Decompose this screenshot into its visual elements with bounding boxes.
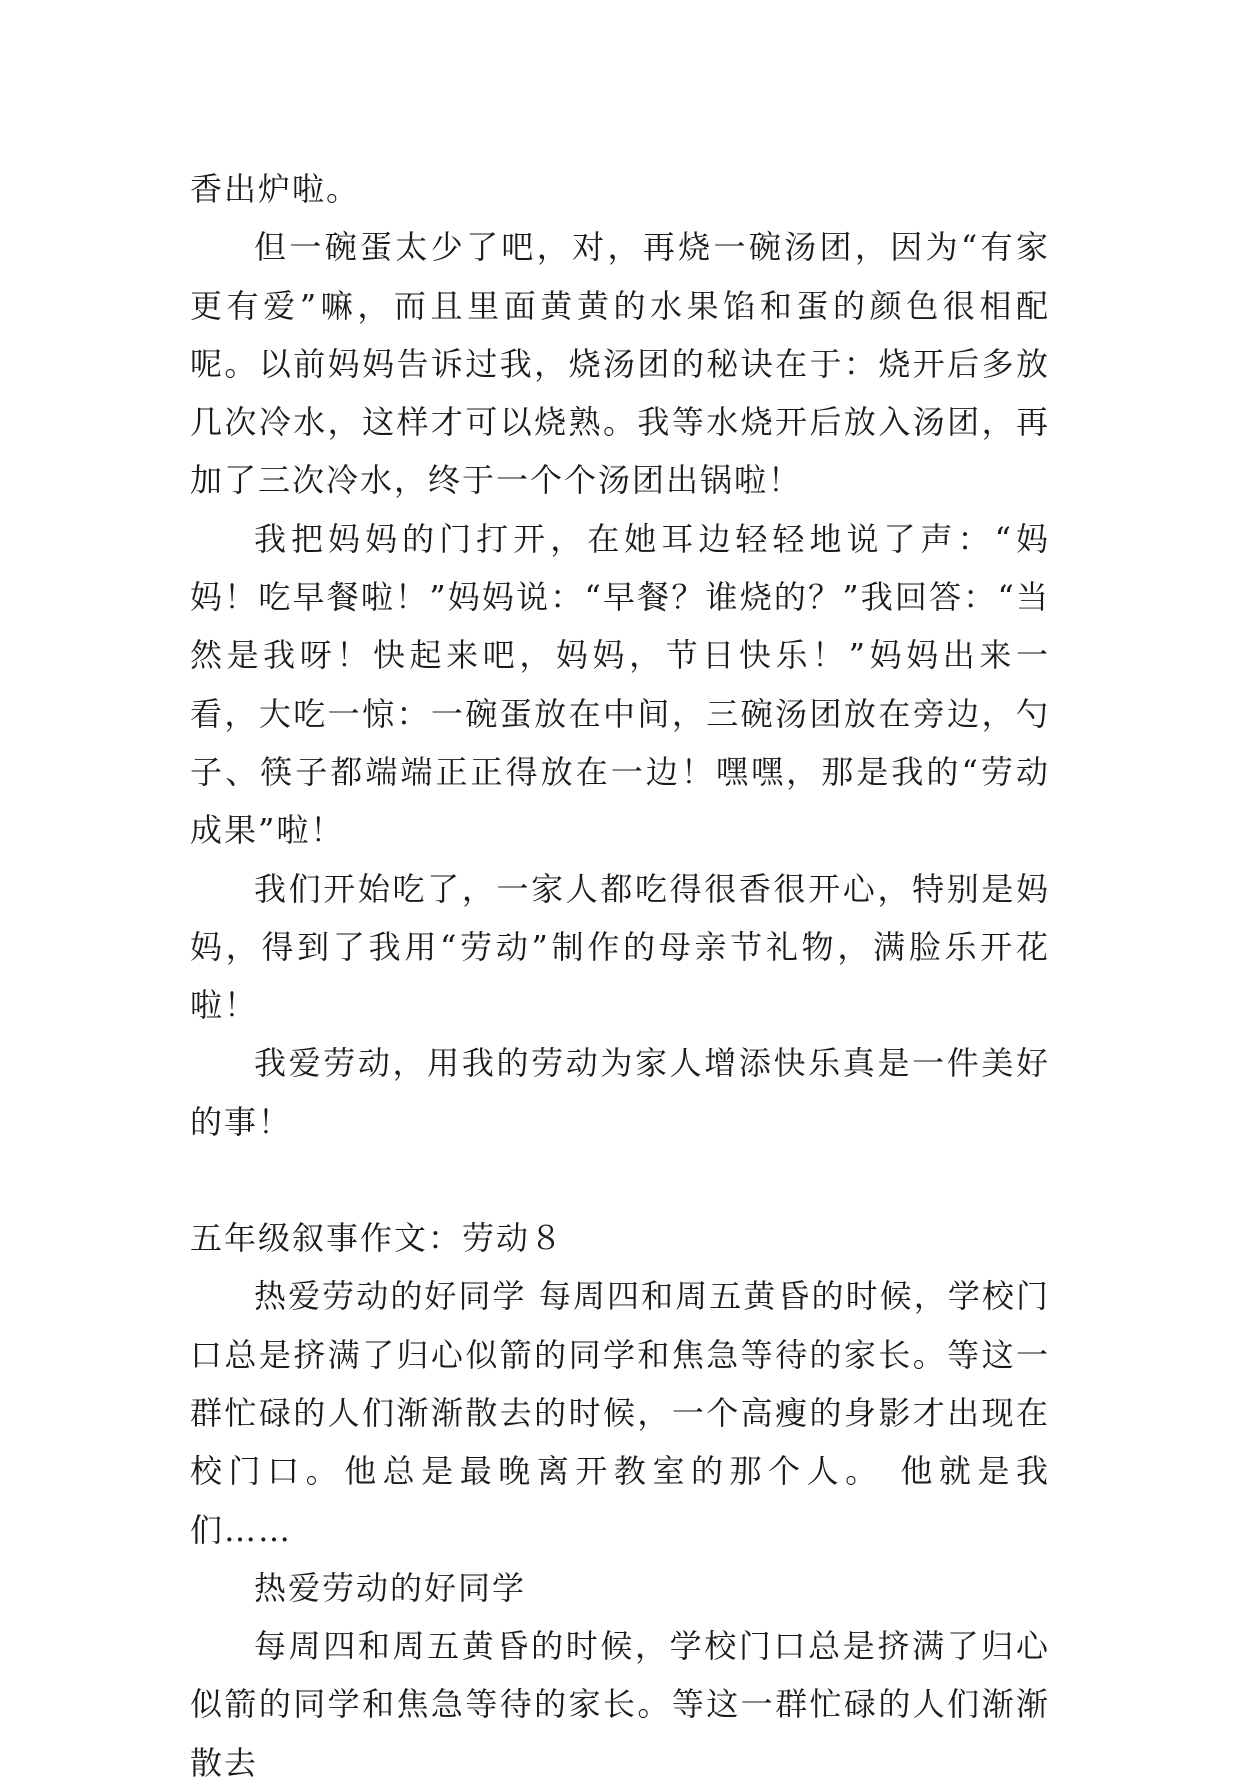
essay-heading: 五年级叙事作文：劳动８ [190,1219,565,1258]
document-body [190,160,1050,1792]
paragraph-eating: 我们开始吃了，一家人都吃得很香很开心，特别是妈妈，得到了我用“劳动”制作的母亲节礼物，满脸乐开花啦！ [190,869,1050,1025]
paragraph-intro: 热爱劳动的好同学 每周四和周五黄昏的时候，学校门口总是挤满了归心似箭的同学和焦急等待的家长。等这一群忙碌的人们渐渐散去的时候，一个高瘦的身影才出现在校门口。他总是最晚离开教室的那个人。 他就是我们…… [190,1277,1050,1549]
paragraph-conclusion: 我爱劳动，用我的劳动为家人增添快乐真是一件美好的事！ [190,1044,1050,1141]
paragraph-subtitle: 热爱劳动的好同学 [254,1568,527,1607]
paragraph-tangtuan: 但一碗蛋太少了吧，对，再烧一碗汤团，因为“有家更有爱”嘛，而且里面黄黄的水果馅和蛋的颜色很相配呢。以前妈妈告诉过我，烧汤团的秘诀在于：烧开后多放几次冷水，这样才可以烧熟。我等水烧开后放入汤团，再加了三次冷水，终于一个个汤团出锅啦！ [190,228,1050,500]
paragraph-continuation: 香出炉啦。 [190,170,361,208]
section-gap [190,1151,1050,1209]
paragraph-body: 每周四和周五黄昏的时候，学校门口总是挤满了归心似箭的同学和焦急等待的家长。等这一群忙碌的人们渐渐散去 [190,1627,1050,1782]
paragraph-breakfast-call: 我把妈妈的门打开，在她耳边轻轻地说了声：“妈妈！吃早餐啦！”妈妈说：“早餐？谁烧的？”我回答：“当然是我呀！快起来吧，妈妈，节日快乐！”妈妈出来一看，大吃一惊：一碗蛋放在中间，三碗汤团放在旁边，勺子、筷子都端端正正得放在一边！嘿嘿，那是我的“劳动成果”啦！ [190,519,1050,850]
